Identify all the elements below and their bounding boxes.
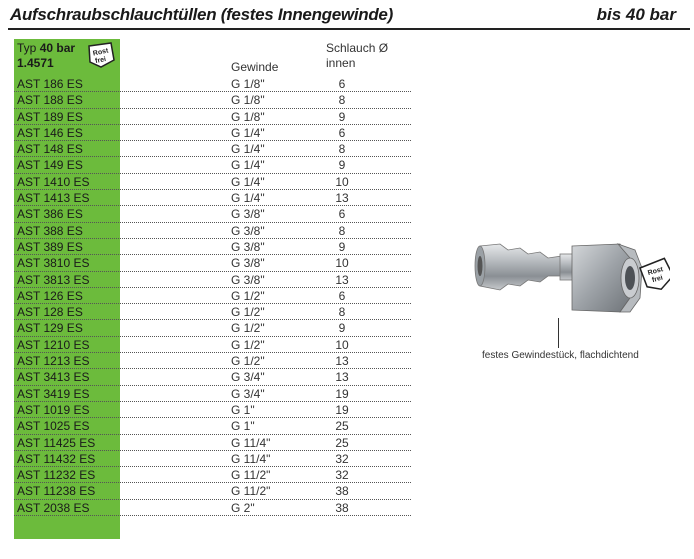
table-row bbox=[14, 288, 411, 304]
cell-typ: AST 186 ES bbox=[17, 77, 83, 91]
header-gewinde: Gewinde bbox=[231, 60, 279, 74]
cell-typ: AST 388 ES bbox=[17, 223, 83, 238]
cell-gewinde: G 11/4" bbox=[231, 451, 271, 466]
cell-schlauch: 13 bbox=[335, 370, 349, 385]
table-row bbox=[14, 255, 411, 271]
cell-schlauch: 6 bbox=[338, 77, 346, 91]
cell-gewinde: G 1/4" bbox=[231, 191, 265, 206]
cell-schlauch: 6 bbox=[338, 288, 346, 303]
header-schlauch-line1: Schlauch Ø bbox=[326, 41, 389, 55]
cell-typ: AST 11238 ES bbox=[17, 484, 96, 499]
cell-gewinde: G 11/4" bbox=[231, 435, 271, 450]
cell-typ: AST 1019 ES bbox=[17, 402, 90, 417]
cell-typ: AST 148 ES bbox=[17, 142, 83, 157]
cell-gewinde: G 1/8" bbox=[231, 109, 265, 124]
cell-gewinde: G 1/8" bbox=[231, 93, 265, 108]
cell-typ: AST 386 ES bbox=[17, 207, 83, 222]
svg-text:Rost: Rost bbox=[647, 266, 664, 278]
cell-gewinde: G 3/8" bbox=[231, 256, 265, 271]
cell-schlauch: 9 bbox=[338, 158, 346, 173]
cell-typ: AST 1025 ES bbox=[17, 419, 90, 434]
cell-typ: AST 129 ES bbox=[17, 321, 83, 336]
svg-text:frei: frei bbox=[651, 274, 664, 285]
header-typ-prefix: Typ bbox=[17, 41, 40, 55]
cell-schlauch: 9 bbox=[338, 109, 346, 124]
cell-schlauch: 38 bbox=[335, 500, 349, 515]
cell-typ: AST 188 ES bbox=[17, 93, 83, 108]
cell-schlauch: 8 bbox=[338, 305, 346, 320]
cell-typ: AST 1213 ES bbox=[17, 354, 90, 369]
table-row bbox=[14, 125, 411, 141]
header-typ bbox=[17, 41, 75, 55]
cell-typ: AST 1413 ES bbox=[17, 191, 90, 206]
cell-schlauch: 19 bbox=[335, 386, 349, 401]
cell-gewinde: G 1/2" bbox=[231, 321, 265, 336]
table-row bbox=[14, 304, 411, 320]
cell-typ: AST 11232 ES bbox=[17, 468, 96, 483]
table-row bbox=[14, 451, 411, 467]
table-body bbox=[14, 76, 411, 516]
cell-schlauch: 6 bbox=[338, 207, 346, 222]
cell-schlauch: 25 bbox=[335, 435, 349, 450]
rostfrei-badge-icon bbox=[87, 42, 115, 68]
table-row bbox=[14, 386, 411, 402]
cell-gewinde: G 3/8" bbox=[231, 272, 265, 287]
cell-schlauch: 25 bbox=[335, 419, 349, 434]
cell-gewinde: G 3/4" bbox=[231, 386, 265, 401]
cell-typ: AST 146 ES bbox=[17, 125, 83, 140]
table-row bbox=[14, 174, 411, 190]
table-row bbox=[14, 109, 411, 125]
cell-typ: AST 189 ES bbox=[17, 109, 83, 124]
cell-gewinde: G 1/4" bbox=[231, 158, 265, 173]
cell-gewinde: G 1" bbox=[231, 419, 255, 434]
table-row bbox=[14, 157, 411, 173]
cell-gewinde: G 1/2" bbox=[231, 354, 265, 369]
table-row bbox=[14, 92, 411, 108]
cell-schlauch: 38 bbox=[335, 484, 349, 499]
product-photo bbox=[470, 228, 670, 328]
cell-gewinde: G 3/4" bbox=[231, 370, 265, 385]
header-material: 1.4571 bbox=[17, 56, 54, 70]
cell-schlauch: 8 bbox=[338, 223, 346, 238]
header-schlauch bbox=[326, 41, 388, 71]
cell-schlauch: 13 bbox=[335, 354, 349, 369]
cell-gewinde: G 1/2" bbox=[231, 288, 265, 303]
table-row bbox=[14, 206, 411, 222]
product-caption: festes Gewindestück, flachdichtend bbox=[482, 350, 639, 361]
cell-schlauch: 8 bbox=[338, 93, 346, 108]
cell-gewinde: G 3/8" bbox=[231, 223, 265, 238]
cell-schlauch: 13 bbox=[335, 191, 349, 206]
table-row bbox=[14, 369, 411, 385]
cell-typ: AST 149 ES bbox=[17, 158, 83, 173]
cell-gewinde: G 1/2" bbox=[231, 305, 265, 320]
cell-typ: AST 3413 ES bbox=[17, 370, 90, 385]
caption-leader-line bbox=[558, 318, 559, 348]
cell-gewinde: G 1" bbox=[231, 402, 255, 417]
cell-gewinde: G 11/2" bbox=[231, 468, 271, 483]
cell-gewinde: G 11/2" bbox=[231, 484, 271, 499]
cell-typ: AST 126 ES bbox=[17, 288, 83, 303]
page-title: Aufschraubschlauchtüllen (festes Innengewinde) bbox=[10, 5, 393, 24]
cell-typ: AST 1410 ES bbox=[17, 174, 90, 189]
cell-typ: AST 11432 ES bbox=[17, 451, 96, 466]
cell-schlauch: 10 bbox=[335, 337, 349, 352]
table-row bbox=[14, 76, 411, 92]
table-row bbox=[14, 141, 411, 157]
cell-gewinde: G 3/8" bbox=[231, 207, 265, 222]
cell-typ: AST 128 ES bbox=[17, 305, 83, 320]
svg-text:Rost: Rost bbox=[92, 47, 110, 58]
table-row bbox=[14, 402, 411, 418]
cell-gewinde: G 1/4" bbox=[231, 142, 265, 157]
table-row bbox=[14, 500, 411, 516]
table-row bbox=[14, 272, 411, 288]
table-row bbox=[14, 223, 411, 239]
page-header bbox=[8, 0, 690, 30]
table-row bbox=[14, 353, 411, 369]
table-header bbox=[14, 39, 411, 76]
cell-typ: AST 2038 ES bbox=[17, 500, 90, 515]
table-row bbox=[14, 320, 411, 336]
cell-typ: AST 1210 ES bbox=[17, 337, 90, 352]
table-row bbox=[14, 435, 411, 451]
cell-schlauch: 19 bbox=[335, 402, 349, 417]
cell-schlauch: 9 bbox=[338, 239, 346, 254]
product-table bbox=[14, 39, 411, 516]
cell-schlauch: 10 bbox=[335, 174, 349, 189]
table-row bbox=[14, 337, 411, 353]
cell-gewinde: G 1/2" bbox=[231, 337, 265, 352]
table-row bbox=[14, 483, 411, 499]
table-row bbox=[14, 418, 411, 434]
cell-typ: AST 389 ES bbox=[17, 239, 83, 254]
cell-schlauch: 10 bbox=[335, 256, 349, 271]
cell-schlauch: 13 bbox=[335, 272, 349, 287]
cell-typ: AST 3810 ES bbox=[17, 256, 90, 271]
svg-text:frei: frei bbox=[94, 55, 107, 66]
cell-gewinde: G 2" bbox=[231, 500, 255, 515]
cell-schlauch: 9 bbox=[338, 321, 346, 336]
cell-schlauch: 32 bbox=[335, 451, 349, 466]
table-row bbox=[14, 239, 411, 255]
cell-schlauch: 6 bbox=[338, 125, 346, 140]
cell-schlauch: 32 bbox=[335, 468, 349, 483]
pressure-rating: bis 40 bar bbox=[596, 5, 676, 24]
cell-gewinde: G 1/4" bbox=[231, 174, 265, 189]
header-schlauch-line2: innen bbox=[326, 56, 356, 70]
cell-gewinde: G 1/4" bbox=[231, 125, 265, 140]
cell-gewinde: G 1/8" bbox=[231, 77, 265, 91]
cell-typ: AST 3419 ES bbox=[17, 386, 90, 401]
cell-typ: AST 11425 ES bbox=[17, 435, 96, 450]
table-row bbox=[14, 190, 411, 206]
header-typ-pressure: 40 bar bbox=[39, 41, 76, 55]
cell-schlauch: 8 bbox=[338, 142, 346, 157]
table-row bbox=[14, 467, 411, 483]
cell-typ: AST 3813 ES bbox=[17, 272, 90, 287]
cell-gewinde: G 3/8" bbox=[231, 239, 265, 254]
